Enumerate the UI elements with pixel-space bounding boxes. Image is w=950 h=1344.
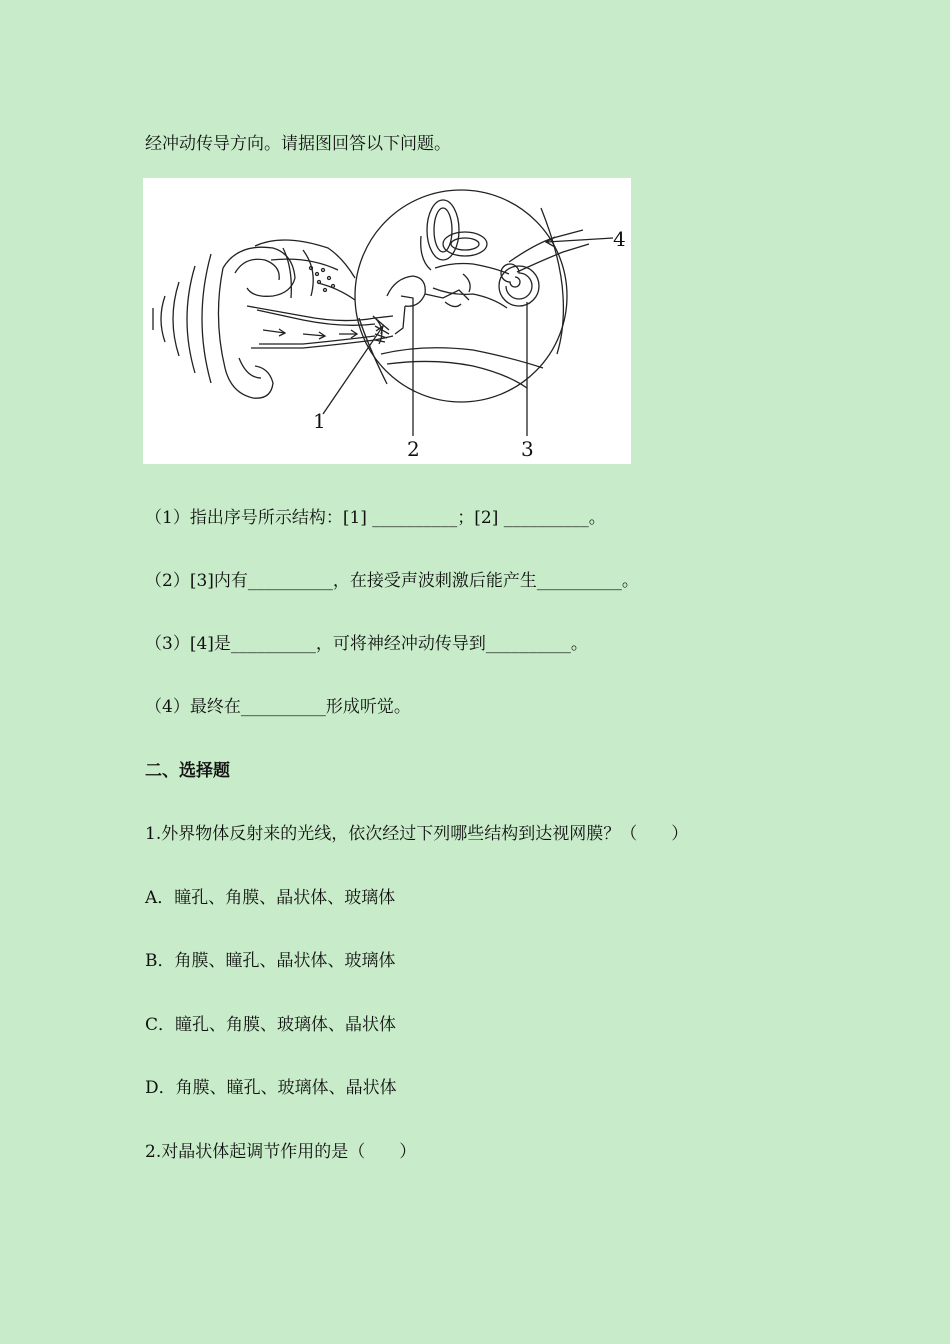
semicircular-canal-1 (427, 200, 459, 260)
mc1-option-b: B．角膜、瞳孔、晶状体、玻璃体 (145, 951, 396, 971)
question-3: （3）[4]是__________，可将神经冲动传导到__________。 (145, 634, 588, 654)
ear-diagram (143, 178, 631, 464)
auditory-nerve (509, 230, 583, 262)
mc1-option-a: A．瞳孔、角膜、晶状体、玻璃体 (145, 888, 396, 908)
question-1: （1）指出序号所示结构：[1] __________；[2] __________。 (145, 508, 606, 528)
ear-structure-figure (143, 178, 631, 464)
pinna-outline (223, 247, 295, 296)
question-2: （2）[3]内有__________，在接受声波刺激后能产生__________。 (145, 571, 639, 591)
pointer-4 (547, 238, 613, 242)
mc1-stem: 1.外界物体反射来的光线，依次经过下列哪些结构到达视网膜？（ ） (145, 824, 689, 844)
figure-label-2: 2 (407, 437, 420, 461)
figure-label-3: 3 (521, 437, 534, 461)
pointer-2 (401, 296, 413, 436)
mc1-option-c: C．瞳孔、角膜、玻璃体、晶状体 (145, 1015, 397, 1035)
sound-wave-3 (173, 282, 179, 356)
vestibule (435, 264, 509, 275)
mc2-stem: 2.对晶状体起调节作用的是（ ） (145, 1142, 417, 1162)
sound-wave-4 (187, 266, 195, 373)
figure-label-1: 1 (313, 409, 326, 433)
sound-wave-5 (202, 254, 211, 383)
sound-wave-2 (161, 296, 165, 342)
mc1-option-d: D．角膜、瞳孔、玻璃体、晶状体 (145, 1078, 397, 1098)
intro-text: 经冲动传导方向。请据图回答以下问题。 (145, 134, 451, 154)
figure-label-4: 4 (613, 227, 626, 251)
ossicles (387, 276, 425, 306)
section-title: 二、选择题 (145, 761, 230, 781)
question-4: （4）最终在__________形成听觉。 (145, 697, 411, 717)
ear-canal-top (247, 306, 393, 321)
magnification-circle (355, 190, 567, 402)
